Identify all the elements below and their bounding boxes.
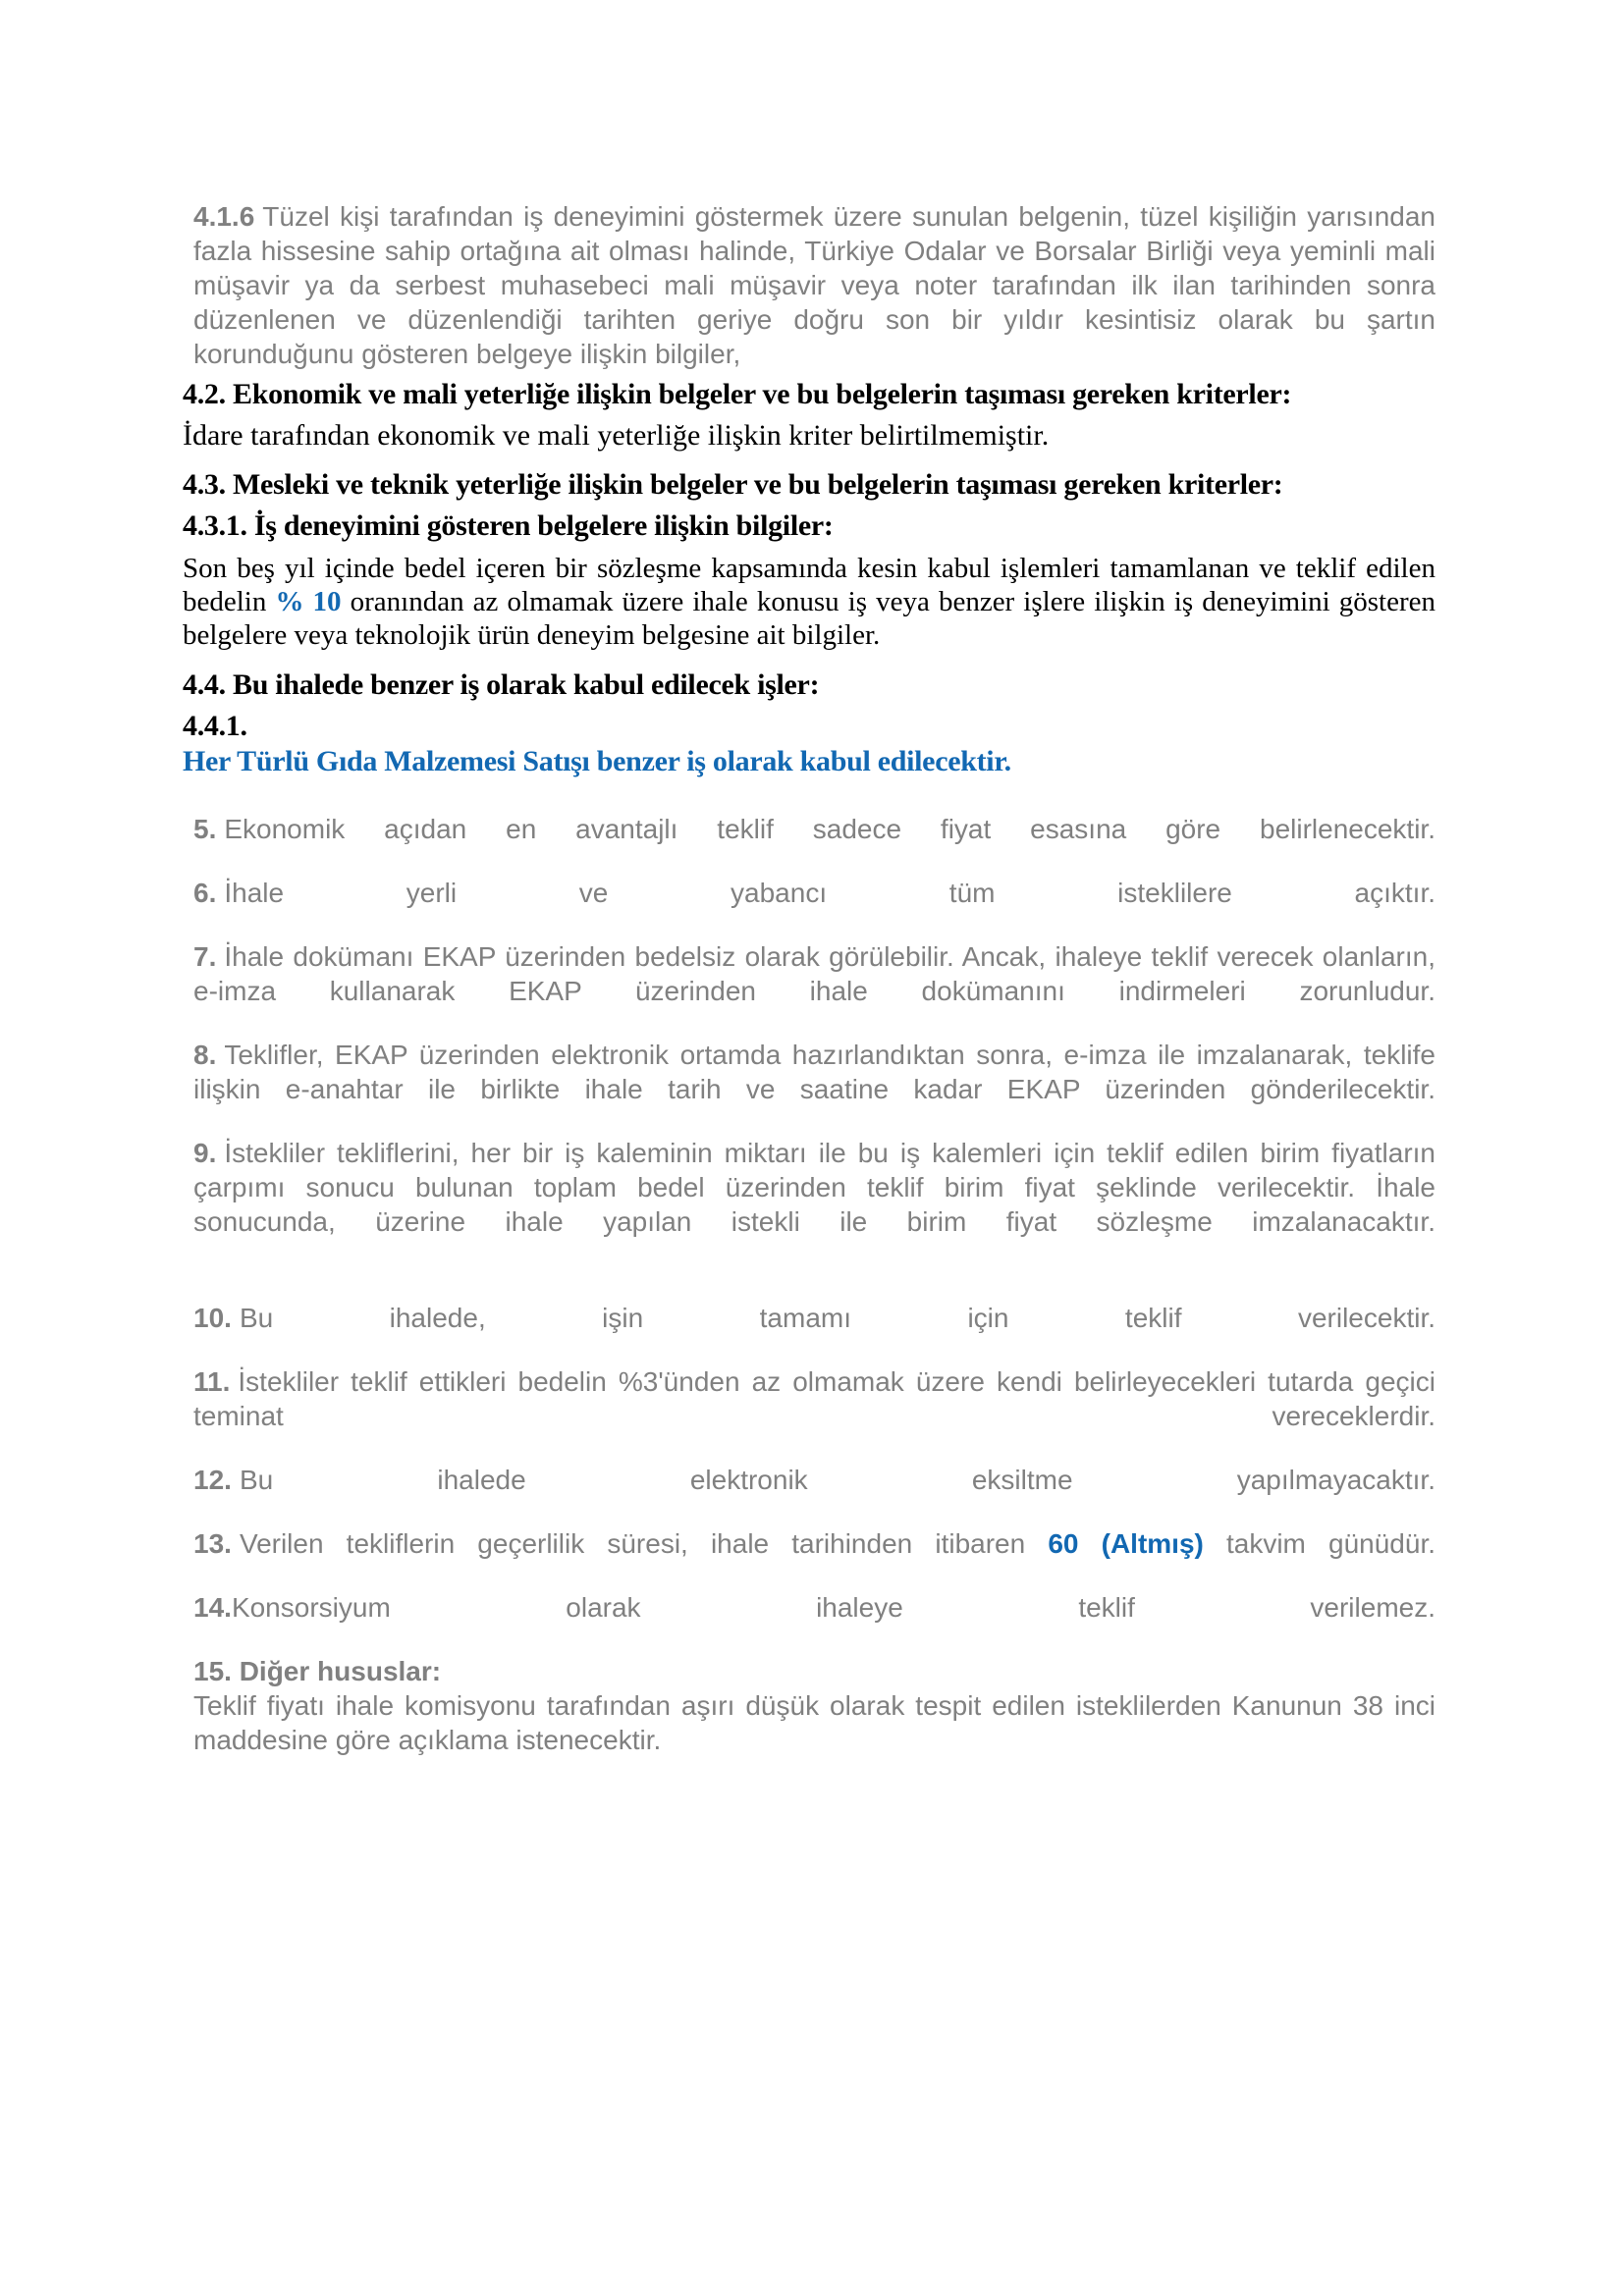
item-12-text: Bu ihalede elektronik eksiltme yapılmayacaktır. xyxy=(239,1465,1435,1495)
heading-15 xyxy=(193,1654,1435,1688)
tender-item-13 xyxy=(193,1526,1435,1561)
paragraph-4-3-1-before: Son beş yıl içinde bedel içeren bir sözleşme kapsamında kesin kabul işlemleri tamamlanan ve teklif edilen bedelin xyxy=(183,553,1435,617)
item-12-number: 12. xyxy=(193,1465,232,1495)
item-11-text: İstekliler teklif ettikleri bedelin %3'ünden az olmamak üzere kendi belirleyecekleri tutarda geçici teminat vereceklerdir. xyxy=(193,1366,1435,1431)
heading-4-3-1: 4.3.1. İş deneyimini gösteren belgelere ilişkin bilgiler: xyxy=(183,509,834,542)
item-8-text: Teklifler, EKAP üzerinden elektronik ortamda hazırlandıktan sonra, e-imza ile imzalanarak, teklife ilişkin e-anahtar ile birlikte ihale tarih ve saatine kadar EKAP üzerinden gönderilecektir. xyxy=(193,1040,1435,1104)
item-9-text: İstekliler tekliflerini, her bir iş kaleminin miktarı ile bu iş kalemleri için teklif edilen birim fiyatların çarpımı sonucu bulunan toplam bedel üzerinden teklif birim fiyat şeklinde verilecektir. İhale sonucunda, üzerine ihale yapılan istekli ile birim fiyat sözleşme imzalanacaktır. xyxy=(193,1138,1435,1237)
item-14-text: Konsorsiyum olarak ihaleye teklif verilemez. xyxy=(231,1592,1435,1623)
tender-item-6 xyxy=(193,876,1435,910)
paragraph-15-body: Teklif fiyatı ihale komisyonu tarafından aşırı düşük olarak tespit edilen isteklilerden Kanunun 38 inci maddesine göre açıklama istenecektir. xyxy=(193,1690,1435,1755)
clause-4-1-6-number: 4.1.6 xyxy=(193,201,255,232)
item-9-number: 9. xyxy=(193,1138,217,1168)
percent-10-highlight: % 10 xyxy=(275,586,342,617)
clause-4-1-6-text: Tüzel kişi tarafından iş deneyimini göstermek üzere sunulan belgenin, tüzel kişiliğin yarısından fazla hissesine sahip ortağına ait olması halinde, Türkiye Odalar ve Borsalar Birliği veya yeminli mali müşavir ya da serbest muhasebeci mali müşavir veya noter tarafından ilk ilan tarihinden sonra düzenlenen ve düzenlendiği tarihten geriye doğru son bir yıldır kesintisiz olarak bu şartın korunduğunu gösteren belgeye ilişkin bilgiler, xyxy=(193,201,1435,369)
tender-item-9 xyxy=(193,1136,1435,1239)
tender-item-8 xyxy=(193,1038,1435,1106)
similar-work-statement: Her Türlü Gıda Malzemesi Satışı benzer iş olarak kabul edilecektir. xyxy=(183,745,1011,777)
item-10-number: 10. xyxy=(193,1303,232,1333)
tender-item-7 xyxy=(193,939,1435,1008)
paragraph-4-3-1 xyxy=(183,552,1435,652)
item-5-number: 5. xyxy=(193,814,217,844)
item-13-number: 13. xyxy=(193,1528,232,1559)
item-13-text-before: Verilen tekliflerin geçerlilik süresi, ihale tarihinden itibaren xyxy=(239,1528,1026,1559)
heading-4-3: 4.3. Mesleki ve teknik yeterliğe ilişkin belgeler ve bu belgelerin taşıması gereken kriterler: xyxy=(183,468,1283,501)
heading-4-4: 4.4. Bu ihalede benzer iş olarak kabul edilecek işler: xyxy=(183,668,820,701)
item-8-number: 8. xyxy=(193,1040,217,1070)
item-6-number: 6. xyxy=(193,878,217,908)
item-13-text-after: takvim günüdür. xyxy=(1225,1528,1436,1559)
tender-item-14 xyxy=(193,1590,1435,1625)
heading-4-2: 4.2. Ekonomik ve mali yeterliğe ilişkin belgeler ve bu belgelerin taşıması gereken kriterler: xyxy=(183,378,1292,410)
paragraph-4-3-1-after: oranından az olmamak üzere ihale konusu iş veya benzer işlere ilişkin iş deneyimini gösteren belgelere veya teknolojik ürün deneyim belgesine ait bilgiler. xyxy=(183,586,1436,651)
item-6-text: İhale yerli ve yabancı tüm isteklilere açıktır. xyxy=(224,878,1435,908)
heading-4-4-1: 4.4.1. xyxy=(183,710,247,742)
clause-4-1-6 xyxy=(193,199,1435,371)
tender-item-12 xyxy=(193,1463,1435,1497)
paragraph-4-2: İdare tarafından ekonomik ve mali yeterliğe ilişkin kriter belirtilmemiştir. xyxy=(183,419,1050,452)
heading-15-text: 15. Diğer hususlar: xyxy=(193,1656,442,1686)
item-11-number: 11. xyxy=(193,1366,231,1397)
tender-item-11 xyxy=(193,1364,1435,1433)
item-14-number: 14. xyxy=(193,1592,232,1623)
item-10-text: Bu ihalede, işin tamamı için teklif verilecektir. xyxy=(239,1303,1435,1333)
tender-item-10 xyxy=(193,1301,1435,1335)
item-7-number: 7. xyxy=(193,941,217,972)
item-5-text: Ekonomik açıdan en avantajlı teklif sadece fiyat esasına göre belirlenecektir. xyxy=(224,814,1435,844)
item-7-text: İhale dokümanı EKAP üzerinden bedelsiz olarak görülebilir. Ancak, ihaleye teklif verecek olanların, e-imza kullanarak EKAP üzerinden ihale dokümanını indirmeleri zorunludur. xyxy=(193,941,1435,1006)
tender-item-5 xyxy=(193,812,1435,846)
validity-days-highlight: 60 (Altmış) xyxy=(1048,1528,1204,1559)
